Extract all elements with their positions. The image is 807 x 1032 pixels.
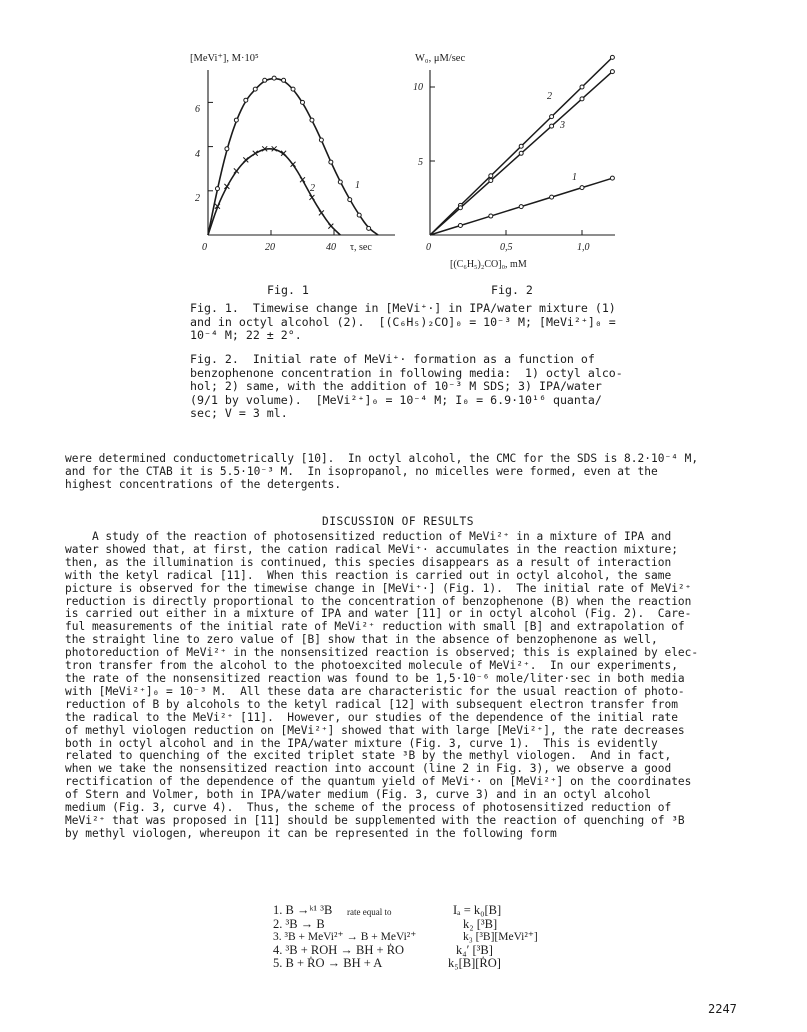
fig2-point-series-3 (458, 206, 462, 210)
fig2-label: Fig. 2 (491, 283, 533, 297)
fig2-xtick-0: 0 (426, 242, 431, 253)
fig1-point-series-1 (225, 147, 229, 151)
reaction-equation: 5. B + ṘO → BH + A (273, 956, 383, 970)
reaction-rate: k₄′ [³B] (456, 943, 493, 957)
figure-1 (190, 50, 410, 275)
fig1-series-2-line (208, 149, 340, 235)
fig2-point-series-3 (519, 151, 523, 155)
fig2-point-series-2 (580, 85, 584, 89)
reaction-equation: 4. ³B + ROH → BH + ṘO (273, 943, 405, 957)
fig1-xlabel: τ, sec (350, 242, 372, 253)
fig2-point-series-3 (580, 97, 584, 101)
reaction-5 (273, 957, 573, 970)
section-heading: DISCUSSION OF RESULTS (322, 515, 474, 528)
reaction-rate: k₅[B][ṘO] (448, 956, 501, 970)
fig1-ylabel: [MeVi⁺], M·10⁵ (190, 53, 259, 64)
fig1-xtick-0: 0 (202, 242, 207, 253)
fig1-point-series-1 (367, 226, 371, 230)
fig1-point-series-1 (253, 87, 257, 91)
fig2-point-series-2 (519, 144, 523, 148)
fig2-point-series-2 (550, 115, 554, 119)
fig1-point-series-1 (338, 180, 342, 184)
fig1-ytick-4: 4 (195, 149, 200, 160)
fig1-point-series-1 (282, 78, 286, 82)
fig1-label: Fig. 1 (267, 283, 309, 297)
fig2-point-series-3 (550, 124, 554, 128)
fig2-ytick-5: 5 (418, 157, 423, 168)
fig2-curve-label-2: 2 (547, 91, 552, 102)
fig2-point-series-2 (489, 174, 493, 178)
fig1-point-series-1 (234, 118, 238, 122)
fig1-xtick-40: 40 (326, 242, 336, 253)
reaction-1 (273, 904, 573, 918)
fig2-point-series-1 (580, 186, 584, 190)
fig2-xlabel: [(C₆H₅)₂CO]₀, mM (450, 259, 527, 270)
fig1-point-series-1 (263, 78, 267, 82)
fig1-point-series-2 (319, 210, 324, 215)
reaction-rate: k₂ [³B] (463, 917, 498, 931)
fig2-point-series-2 (610, 55, 614, 59)
fig2-caption: Fig. 2. Initial rate of MeVi⁺· formation as a function of benzophenone concentration in following media: 1) octyl alco- hol; 2) same, with the addition of 10⁻³ M SDS; 3) IPA/water (9/1 by volume). [MeVi²⁺]₀ = 10⁻⁴ M; I₀ = 6.9·10¹⁶ quanta/ sec; V = 3 ml. (190, 352, 623, 421)
fig1-point-series-1 (319, 138, 323, 142)
reaction-equation: 2. ³B → B (273, 917, 325, 931)
fig2-curve-label-3: 3 (560, 120, 565, 131)
fig1-curve-label-2: 2 (310, 183, 315, 194)
reaction-2 (273, 918, 573, 931)
fig1-point-series-1 (310, 118, 314, 122)
fig2-xtick-10: 1,0 (577, 242, 590, 253)
fig2-point-series-1 (458, 224, 462, 228)
fig2-point-series-1 (489, 214, 493, 218)
fig2-point-series-1 (519, 205, 523, 209)
fig2-point-series-3 (610, 70, 614, 74)
fig1-series-1-line (208, 79, 378, 235)
fig1-point-series-1 (348, 198, 352, 202)
fig1-point-series-1 (291, 87, 295, 91)
fig2-point-series-3 (489, 179, 493, 183)
fig1-point-series-1 (244, 98, 248, 102)
fig1-point-series-1 (329, 160, 333, 164)
fig1-ytick-6: 6 (195, 104, 200, 115)
fig2-curve-label-1: 1 (572, 172, 577, 183)
page-number: 2247 (708, 1002, 737, 1016)
fig2-point-series-1 (610, 176, 614, 180)
reaction-rate: Iₐ = k₀[B] (453, 903, 502, 917)
paragraph-continuation: were determined conductometrically [10]. In octyl alcohol, the CMC for the SDS is 8.2·10⁻⁴ M, and for the CTAB it is 5.5·10⁻³ M. In isopropanol, no micelles were formed, even at the highest concentrations of the detergents. (65, 452, 699, 491)
fig1-point-series-1 (357, 213, 361, 217)
reaction-scheme (273, 904, 573, 970)
fig2-xtick-05: 0,5 (500, 242, 513, 253)
reaction-rate: k₃ [³B][MeVi²⁺] (463, 931, 538, 943)
fig1-point-series-1 (272, 76, 276, 80)
reaction-equation: 3. ³B + MeVi²⁺ → B + MeVi²⁺ (273, 931, 417, 943)
fig2-ylabel: W₀, μM/sec (415, 53, 466, 64)
discussion-paragraph: A study of the reaction of photosensitized reduction of MeVi²⁺ in a mixture of IPA and water showed that, at first, the cation radical MeVi⁺· accumulates in the reaction mixture; then, as the illumination is continued, this species disappears as a result of interaction with the ketyl radical [11]. When this reaction is carried out in octyl alcohol, the same picture is observed for the timewise change in [MeVi⁺·] (Fig. 1). The initial rate of MeVi²⁺ reduction is directly proportional to the concentration of benzophenone (B) when the reaction is carried out either in a mixture of IPA and water [11] or in octyl alcohol (Fig. 2). Care- ful measurements of the initial rate of MeVi²⁺ reduction with small [B] and extrapolation of the straight line to zero value of [B] show that in the absence of benzophenone as well, photoreduction of MeVi²⁺ in the nonsensitized reaction is observed; this is explained by elec- tron transfer from the alcohol to the photoexcited molecule of MeVi²⁺. In our experiments, the rate of the nonsensitized reaction was found to be 1,5·10⁻⁶ mole/liter·sec in both media with [MeVi²⁺]₀ = 10⁻³ M. All these data are characteristic for the usual reaction of photo- reduction of B by alcohols to the ketyl radical [12] with subsequent electron transfer from the radical to the MeVi²⁺ [11]. However, our studies of the dependence of the initial rate of methyl viologen reduction on [MeVi²⁺] showed that with large [MeVi²⁺], the rate decreases both in octyl alcohol and in the IPA/water mixture (Fig. 3, curve 1). This is evidently related to quenching of the excited triplet state ³B by the methyl viologen. And in fact, when we take the nonsensitized reaction into account (line 2 in Fig. 3), we observe a good rectification of the dependence of the quantum yield of MeVi⁺· on [MeVi²⁺] on the coordinates of Stern and Volmer, both in IPA/water medium (Fig. 3, curve 3) and in an octyl alcohol medium (Fig. 3, curve 4). Thus, the scheme of the process of photosensitized reduction of MeVi²⁺ that was proposed in [11] should be supplemented with the reaction of quenching of ³B by methyl viologen, whereupon it can be represented in the following form (65, 530, 699, 840)
fig1-point-series-1 (301, 100, 305, 104)
reaction-note: rate equal to (347, 907, 392, 917)
fig1-curve-label-1: 1 (355, 180, 360, 191)
fig2-ytick-10: 10 (413, 82, 423, 93)
fig2-point-series-1 (550, 195, 554, 199)
figure-2 (410, 50, 635, 275)
reaction-equation: 1. B →ᵏ¹ ³B (273, 903, 333, 917)
fig1-caption: Fig. 1. Timewise change in [MeVi⁺·] in IPA/water mixture (1) and in octyl alcohol (2). [(C₆H₅)₂CO]₀ = 10⁻³ M; [MeVi²⁺]₀ = 10⁻⁴ M; 22 ± 2°. (190, 301, 616, 343)
fig1-xtick-20: 20 (265, 242, 275, 253)
fig1-ytick-2: 2 (195, 193, 200, 204)
fig1-point-series-1 (215, 187, 219, 191)
